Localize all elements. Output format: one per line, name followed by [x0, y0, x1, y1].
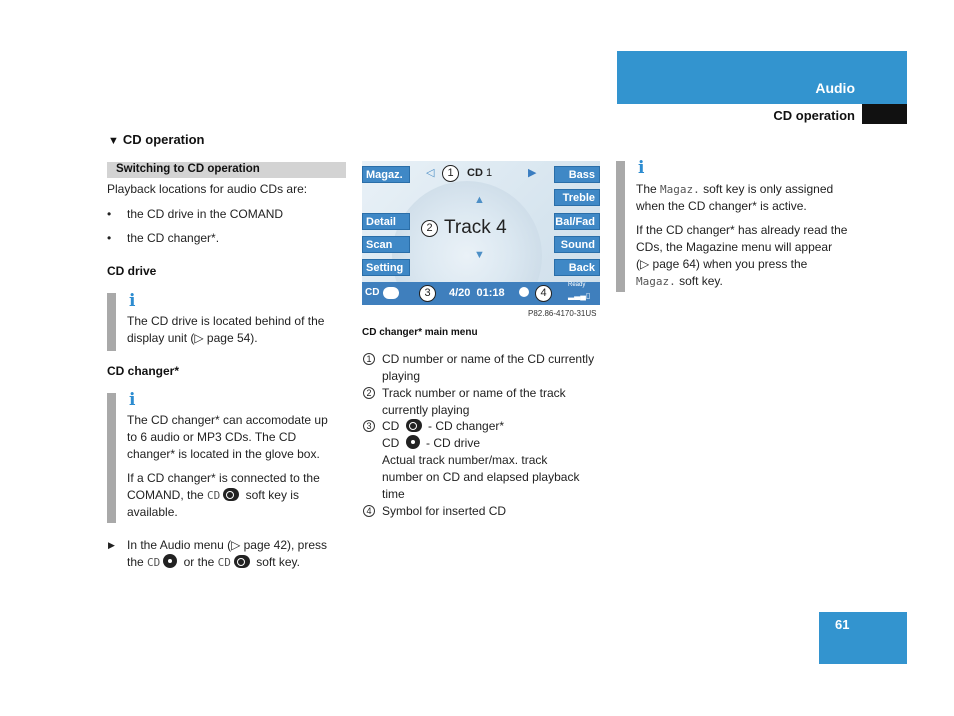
callout-2: 2 — [421, 220, 438, 237]
cd-softkey-ref: CD — [207, 489, 221, 502]
arrow-up-icon[interactable]: ▲ — [474, 194, 485, 206]
intro-text: Playback locations for audio CDs are: — [107, 182, 308, 196]
cd-number-display: CD 1 — [467, 167, 493, 179]
ready-label: Ready — [568, 282, 586, 288]
callout-4: 4 — [535, 285, 552, 302]
callout-3: 3 — [419, 285, 436, 302]
arrow-right-icon[interactable]: ▶ — [528, 167, 537, 179]
status-cd-label: CD — [365, 287, 380, 298]
step-arrow-icon: ▶ — [108, 540, 115, 550]
step-instruction: In the Audio menu (▷ page 42), press the CD or the CD soft key. — [127, 538, 328, 569]
inserted-cd-icon: ▂▃▄▯ — [568, 291, 591, 300]
note-bar — [107, 293, 116, 351]
arrow-left-icon[interactable]: ◁ — [426, 167, 435, 179]
section-title — [108, 132, 205, 147]
page-number: 61 — [835, 617, 850, 632]
note-bar — [107, 393, 116, 523]
cd-drive-icon — [406, 435, 420, 449]
legend-number: 1 — [363, 353, 375, 365]
callout-1: 1 — [442, 165, 459, 182]
softkey-treble[interactable]: Treble — [554, 189, 600, 206]
track-time-info: 4/20 01:18 — [449, 287, 505, 299]
section-title-text: CD operation — [122, 132, 205, 147]
right-note-text: The Magaz. soft key is only assigned when the CD changer* is active. If the CD changer* has already read the CDs, the Magazine menu will appear (▷ page 64) when you press the Magaz. soft key. — [636, 182, 848, 288]
arrow-down-icon[interactable]: ▼ — [474, 249, 485, 261]
cd-changer-icon — [383, 287, 399, 299]
note-text: The CD drive is located behind of the display unit (▷ page 54). — [127, 314, 325, 345]
note-bar — [616, 161, 625, 292]
bullet-item: • the CD changer*. — [127, 230, 219, 247]
info-icon: i — [129, 291, 136, 311]
cd-drive-icon — [163, 554, 177, 568]
triangle-down-icon: ▼ — [108, 135, 119, 147]
cd-changer-icon — [406, 419, 422, 432]
cd-changer-icon — [223, 488, 239, 501]
page-number-tab — [819, 612, 907, 664]
softkey-balfad[interactable]: Bal/Fad — [554, 213, 600, 230]
figure-caption: CD changer* main menu — [362, 327, 478, 338]
note-text: The CD changer* can accomodate up to 6 audio or MP3 CDs. The CD changer* is located in the glove box. If a CD changer* is connected to the COMAND, the CD soft key is available. — [127, 413, 328, 519]
magaz-softkey-ref: Magaz. — [636, 275, 676, 288]
display-screenshot — [362, 161, 600, 305]
header-tab — [617, 51, 907, 104]
softkey-sound[interactable]: Sound — [554, 236, 600, 253]
softkey-setting[interactable]: Setting — [362, 259, 410, 276]
softkey-magaz[interactable]: Magaz. — [362, 166, 410, 183]
cd-drive-heading: CD drive — [107, 264, 157, 278]
figure-code: P82.86-4170-31US — [528, 309, 597, 318]
chapter-title: Audio — [815, 80, 855, 96]
info-icon: i — [638, 158, 645, 178]
softkey-detail[interactable]: Detail — [362, 213, 410, 230]
header-marker — [862, 104, 907, 124]
subheading-bar — [107, 162, 346, 178]
legend-number: 4 — [363, 505, 375, 517]
softkey-back[interactable]: Back — [554, 259, 600, 276]
softkey-scan[interactable]: Scan — [362, 236, 410, 253]
cd-changer-icon — [234, 555, 250, 568]
legend-number: 2 — [363, 387, 375, 399]
status-bar — [362, 282, 600, 305]
track-display: Track 4 — [444, 217, 507, 238]
info-icon: i — [129, 390, 136, 410]
legend-number: 3 — [363, 420, 375, 432]
softkey-bass[interactable]: Bass — [554, 166, 600, 183]
disc-icon — [519, 287, 529, 297]
magaz-softkey-ref: Magaz. — [660, 183, 700, 196]
section-subtitle: CD operation — [773, 108, 855, 123]
cd-changer-heading: CD changer* — [107, 364, 180, 378]
bullet-item: • the CD drive in the COMAND — [127, 206, 283, 223]
subheading-text: Switching to CD operation — [116, 163, 260, 175]
